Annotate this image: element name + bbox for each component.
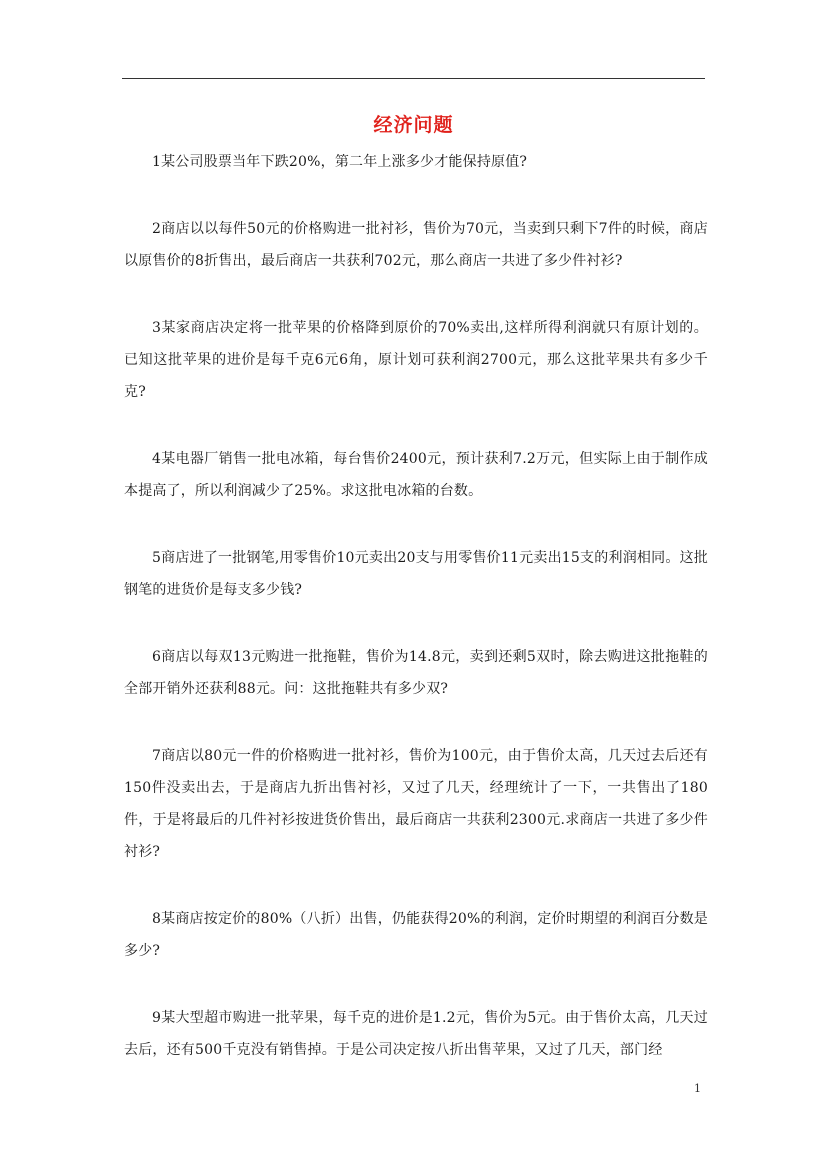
question-list (124, 146, 708, 1114)
page-number: 1 (694, 1082, 701, 1095)
question-4: 4某电器厂销售一批电冰箱，每台售价2400元，预计获利7.2万元，但实际上由于制作成本提高了，所以利润减少了25%。求这批电冰箱的台数。 (124, 451, 708, 499)
header-rule (122, 78, 705, 79)
question-5: 5商店进了一批钢笔,用零售价10元卖出20支与用零售价11元卖出15支的利润相同。这批钢笔的进货价是每支多少钱? (124, 550, 708, 598)
question-7: 7商店以80元一件的价格购进一批衬衫，售价为100元，由于售价太高，几天过去后还有150件没卖出去，于是商店九折出售衬衫，又过了几天，经理统计了一下，一共售出了180件，于是将最后的几件衬衫按进货价售出，最后商店一共获利2300元.求商店一共进了多少件衬衫? (124, 748, 708, 860)
question-1: 1某公司股票当年下跌20%，第二年上涨多少才能保持原值? (152, 154, 528, 170)
question-9: 9某大型超市购进一批苹果，每千克的进价是1.2元，售价为5元。由于售价太高，几天过去后，还有500千克没有销售掉。于是公司决定按八折出售苹果，又过了几天，部门经 (124, 1010, 708, 1058)
question-8: 8某商店按定价的80%（八折）出售，仍能获得20%的利润，定价时期望的利润百分数是多少? (124, 911, 708, 959)
question-3: 3某家商店决定将一批苹果的价格降到原价的70%卖出,这样所得利润就只有原计划的。已知这批苹果的进价是每千克6元6角，原计划可获利润2700元，那么这批苹果共有多少千克? (124, 320, 708, 400)
question-6: 6商店以每双13元购进一批拖鞋，售价为14.8元，卖到还剩5双时，除去购进这批拖鞋的全部开销外还获利88元。问：这批拖鞋共有多少双? (124, 649, 708, 697)
question-2: 2商店以以每件50元的价格购进一批衬衫，售价为70元，当卖到只剩下7件的时候，商店以原售价的8折售出，最后商店一共获利702元，那么商店一共进了多少件衬衫? (124, 221, 708, 269)
document-title: 经济问题 (373, 114, 454, 136)
